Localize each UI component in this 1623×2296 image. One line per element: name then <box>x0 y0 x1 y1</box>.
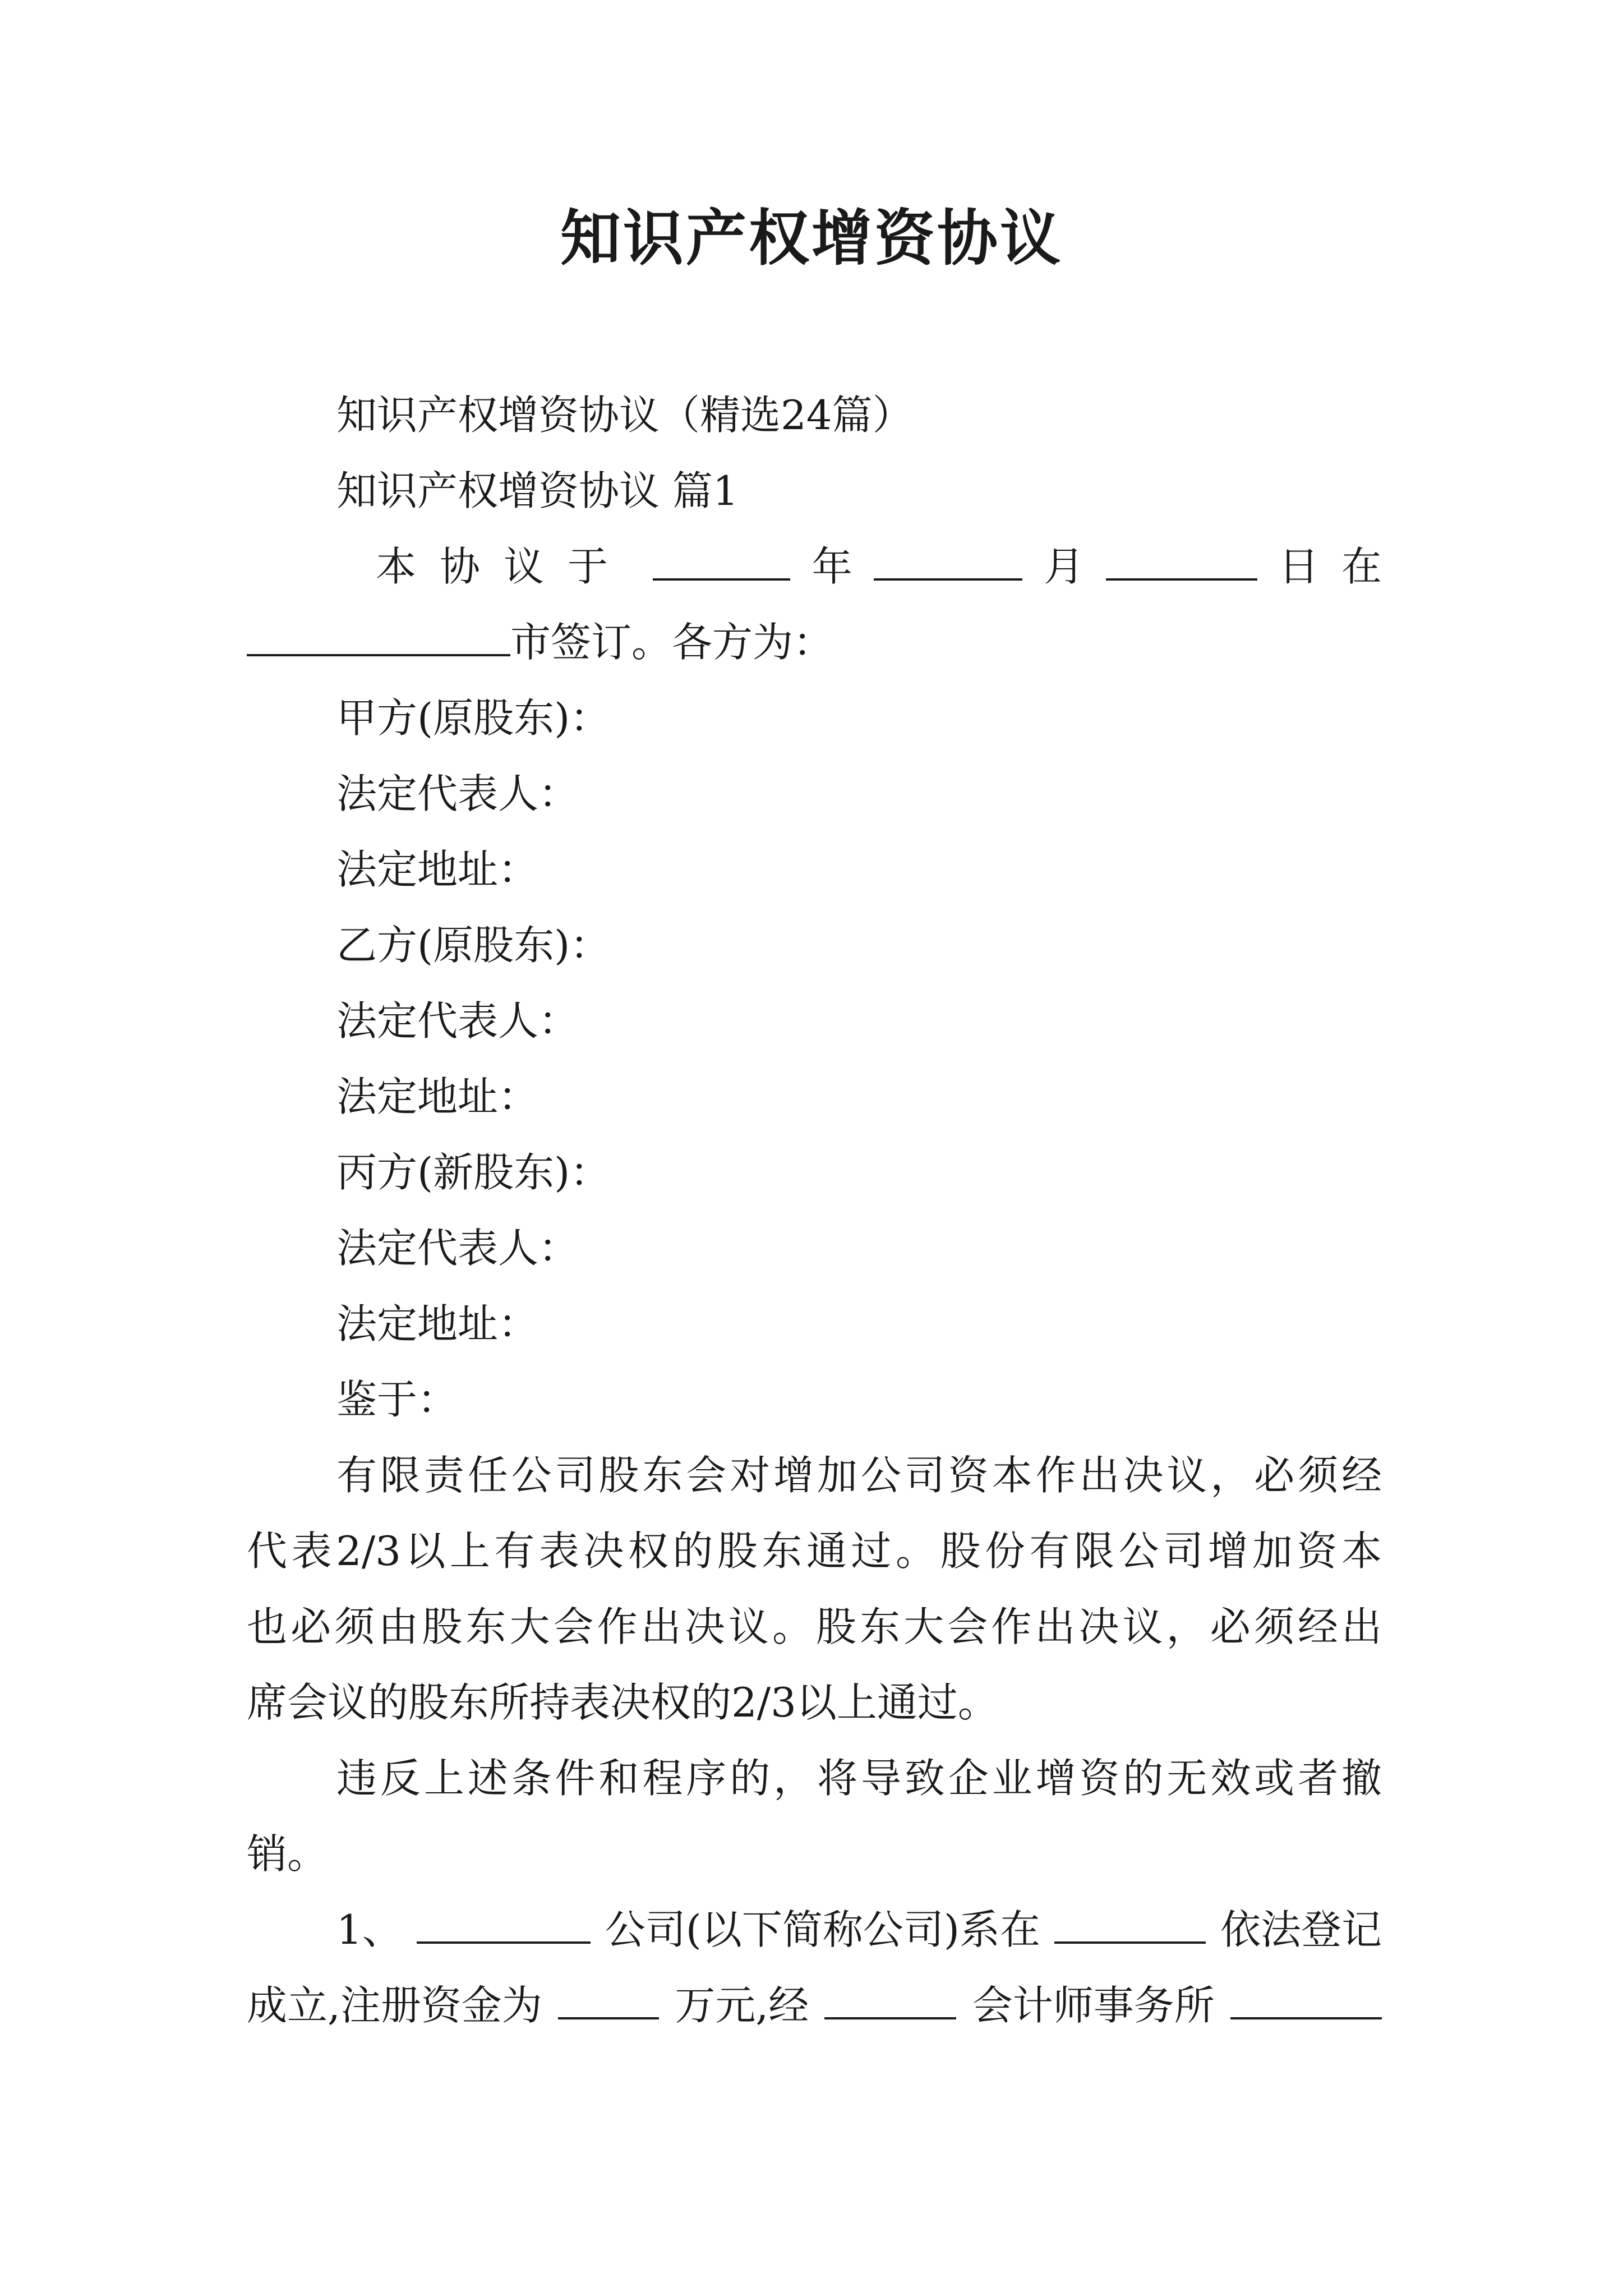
month-blank <box>874 539 1022 581</box>
clause1-text-1: 公司(以下简称公司)系在 <box>605 1906 1040 1953</box>
city-signed-text: 市签订。各方为： <box>510 619 834 666</box>
para1-line-1: 有限责任公司股东会对增加公司资本作出决议，必须经 <box>336 1452 1382 1499</box>
party-a-rep: 法定代表人： <box>336 770 579 817</box>
city-line <box>247 614 833 670</box>
clause1-line-2 <box>247 1977 1382 2033</box>
party-b-name: 乙方(原股东)： <box>336 922 611 969</box>
party-a-name: 甲方(原股东)： <box>336 694 611 742</box>
clause1-text-4: 万元,经 <box>675 1982 809 2029</box>
whereas-heading: 鉴于： <box>336 1376 458 1423</box>
clause1-text-2: 依法登记 <box>1220 1906 1382 1953</box>
intro-month-text: 月 <box>1044 543 1085 590</box>
para2-line-1: 违反上述条件和程序的，将导致企业增资的无效或者撤 <box>336 1755 1382 1802</box>
clause1-text-3: 成立,注册资金为 <box>247 1982 542 2029</box>
section-heading: 知识产权增资协议 篇1 <box>336 467 739 514</box>
clause1-text-5: 会计师事务所 <box>972 1982 1215 2029</box>
location-blank <box>1054 1902 1206 1944</box>
para1-line-4: 席会议的股东所持表决权的2/3以上通过。 <box>247 1679 998 1726</box>
party-c-rep: 法定代表人： <box>336 1225 579 1272</box>
party-b-addr: 法定地址： <box>336 1073 539 1120</box>
party-c-name: 丙方(新股东)： <box>336 1149 611 1196</box>
clause1-number: 1、 <box>336 1906 403 1953</box>
year-blank <box>653 539 790 581</box>
trailing-blank <box>1230 1978 1382 2019</box>
para2-line-2: 销。 <box>247 1830 328 1878</box>
accounting-firm-blank <box>824 1978 956 2019</box>
company-blank <box>417 1902 591 1944</box>
party-a-addr: 法定地址： <box>336 846 539 893</box>
party-b-rep: 法定代表人： <box>336 997 579 1045</box>
intro-day-text: 日在 <box>1278 543 1404 590</box>
para1-line-2: 代表2/3以上有表决权的股东通过。股份有限公司增加资本 <box>247 1527 1382 1575</box>
intro-agreement-text: 本协议于 <box>376 543 632 590</box>
city-blank <box>247 615 510 656</box>
day-blank <box>1106 539 1257 581</box>
party-c-addr: 法定地址： <box>336 1300 539 1347</box>
intro-line <box>376 539 1404 595</box>
intro-year-text: 年 <box>811 543 852 590</box>
subtitle: 知识产权增资协议（精选24篇） <box>336 392 913 439</box>
para1-line-3: 也必须由股东大会作出决议。股东大会作出决议，必须经出 <box>247 1603 1382 1650</box>
clause1-line-1 <box>336 1902 1382 1958</box>
document-title: 知识产权增资协议 <box>560 203 1063 274</box>
capital-blank <box>558 1978 659 2019</box>
